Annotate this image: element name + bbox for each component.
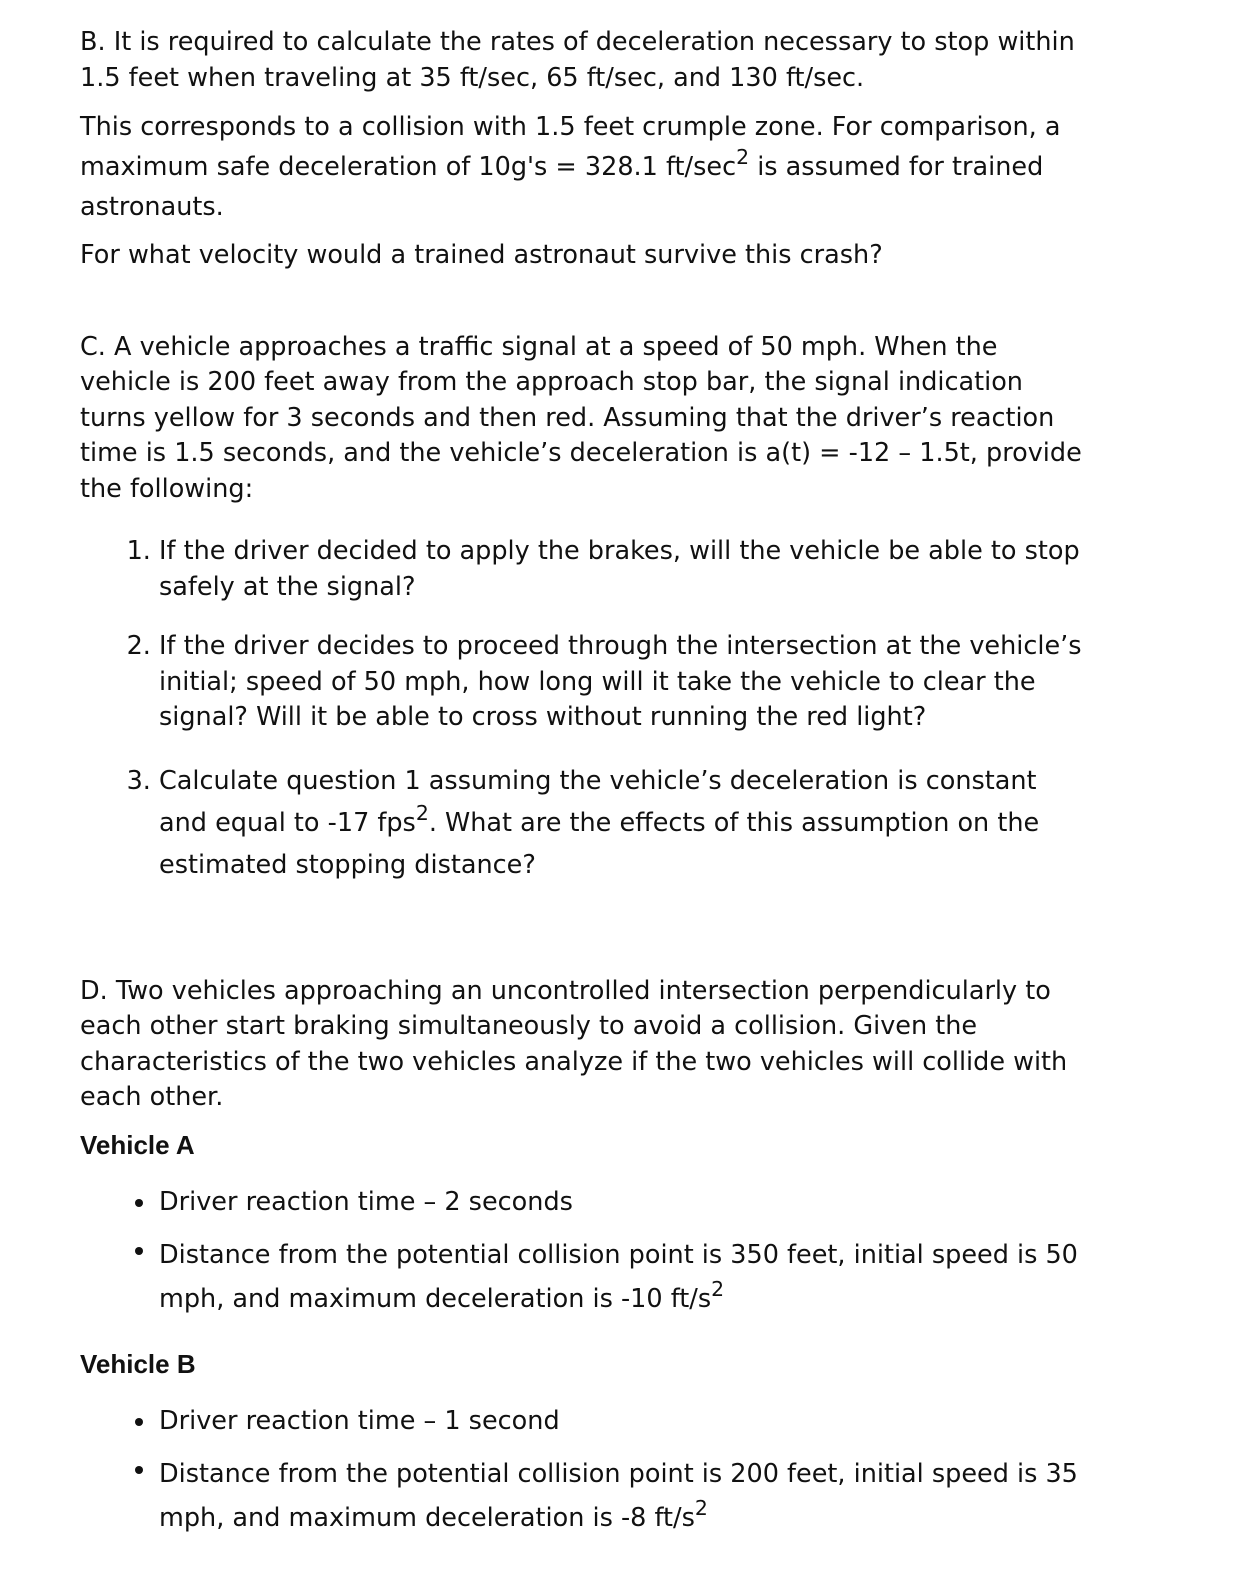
section-b-comparison-tail: is assumed for trained astronauts.: [80, 152, 1044, 222]
section-d-intro: D. Two vehicles approaching an uncontrolled intersection perpendicularly to each other start braking simultaneously to avoid a collision. Given the characteristics of the two vehicles analyze if the two vehicles will collide with each other.: [80, 975, 1068, 1112]
section-c-intro: C. A vehicle approaches a traffic signal at a speed of 50 mph. When the vehicle is 200 feet away from the approach stop bar, the signal indication turns yellow for 3 seconds and then red. Assuming that the driver’s reaction time is 1.5 seconds, and the vehicle’s deceleration is a(t) = -12 – 1.5t, provide the following:: [80, 331, 1082, 504]
section-b-question: For what velocity would a trained astronaut survive this crash?: [80, 240, 883, 270]
section-c-question-3-text: Calculate question 1 assuming the vehicle’s deceleration is constant and equal to -17 fps: [159, 765, 1037, 838]
section-c-question-3: [159, 760, 1090, 886]
vehicle-b-distance: [159, 1452, 1090, 1540]
section-c-question-3-exponent: 2: [415, 800, 429, 825]
vehicle-a-list: [80, 1185, 1090, 1321]
vehicle-a-reaction-time: Driver reaction time – 2 seconds: [159, 1185, 1090, 1221]
vehicle-a-exponent: 2: [711, 1276, 725, 1301]
vehicle-a-heading: Vehicle A: [80, 1129, 195, 1160]
vehicle-a-distance-text: Distance from the potential collision point is 350 feet, initial speed is 50 mph, and maximum deceleration is -10 ft/s: [159, 1239, 1078, 1314]
section-b-comparison: [80, 107, 1090, 227]
section-c-question-1: 1. If the driver decided to apply the brakes, will the vehicle be able to stop safely at the signal?: [159, 534, 1090, 605]
vehicle-b-heading: Vehicle B: [80, 1348, 196, 1379]
section-c-question-2: 2. If the driver decides to proceed through the intersection at the vehicle’s initial; speed of 50 mph, how long will it take the vehicle to clear the signal? Will it be able to cross without running the red light?: [159, 629, 1090, 736]
vehicle-a-distance: [159, 1233, 1090, 1321]
problem-document: [80, 25, 1090, 1552]
section-b-comparison-text: This corresponds to a collision with 1.5 feet crumple zone. For comparison, a maximum safe deceleration of 10g's = 328.1 ft/sec: [80, 112, 1061, 182]
vehicle-b-reaction-time: Driver reaction time – 1 second: [159, 1404, 1090, 1440]
vehicle-b-exponent: 2: [694, 1495, 708, 1520]
section-b-statement: B. It is required to calculate the rates of deceleration necessary to stop within 1.5 feet when traveling at 35 ft/sec, 65 ft/sec, and 130 ft/sec.: [80, 27, 1075, 93]
vehicle-b-distance-text: Distance from the potential collision point is 200 feet, initial speed is 35 mph, and maximum deceleration is -8 ft/s: [159, 1458, 1078, 1533]
section-b-exponent: 2: [736, 144, 750, 169]
vehicle-b-list: [80, 1404, 1090, 1540]
section-c-question-list: [80, 534, 1090, 886]
section-c-question-3-tail: . What are the effects of this assumption on the estimated stopping distance?: [159, 807, 1040, 880]
